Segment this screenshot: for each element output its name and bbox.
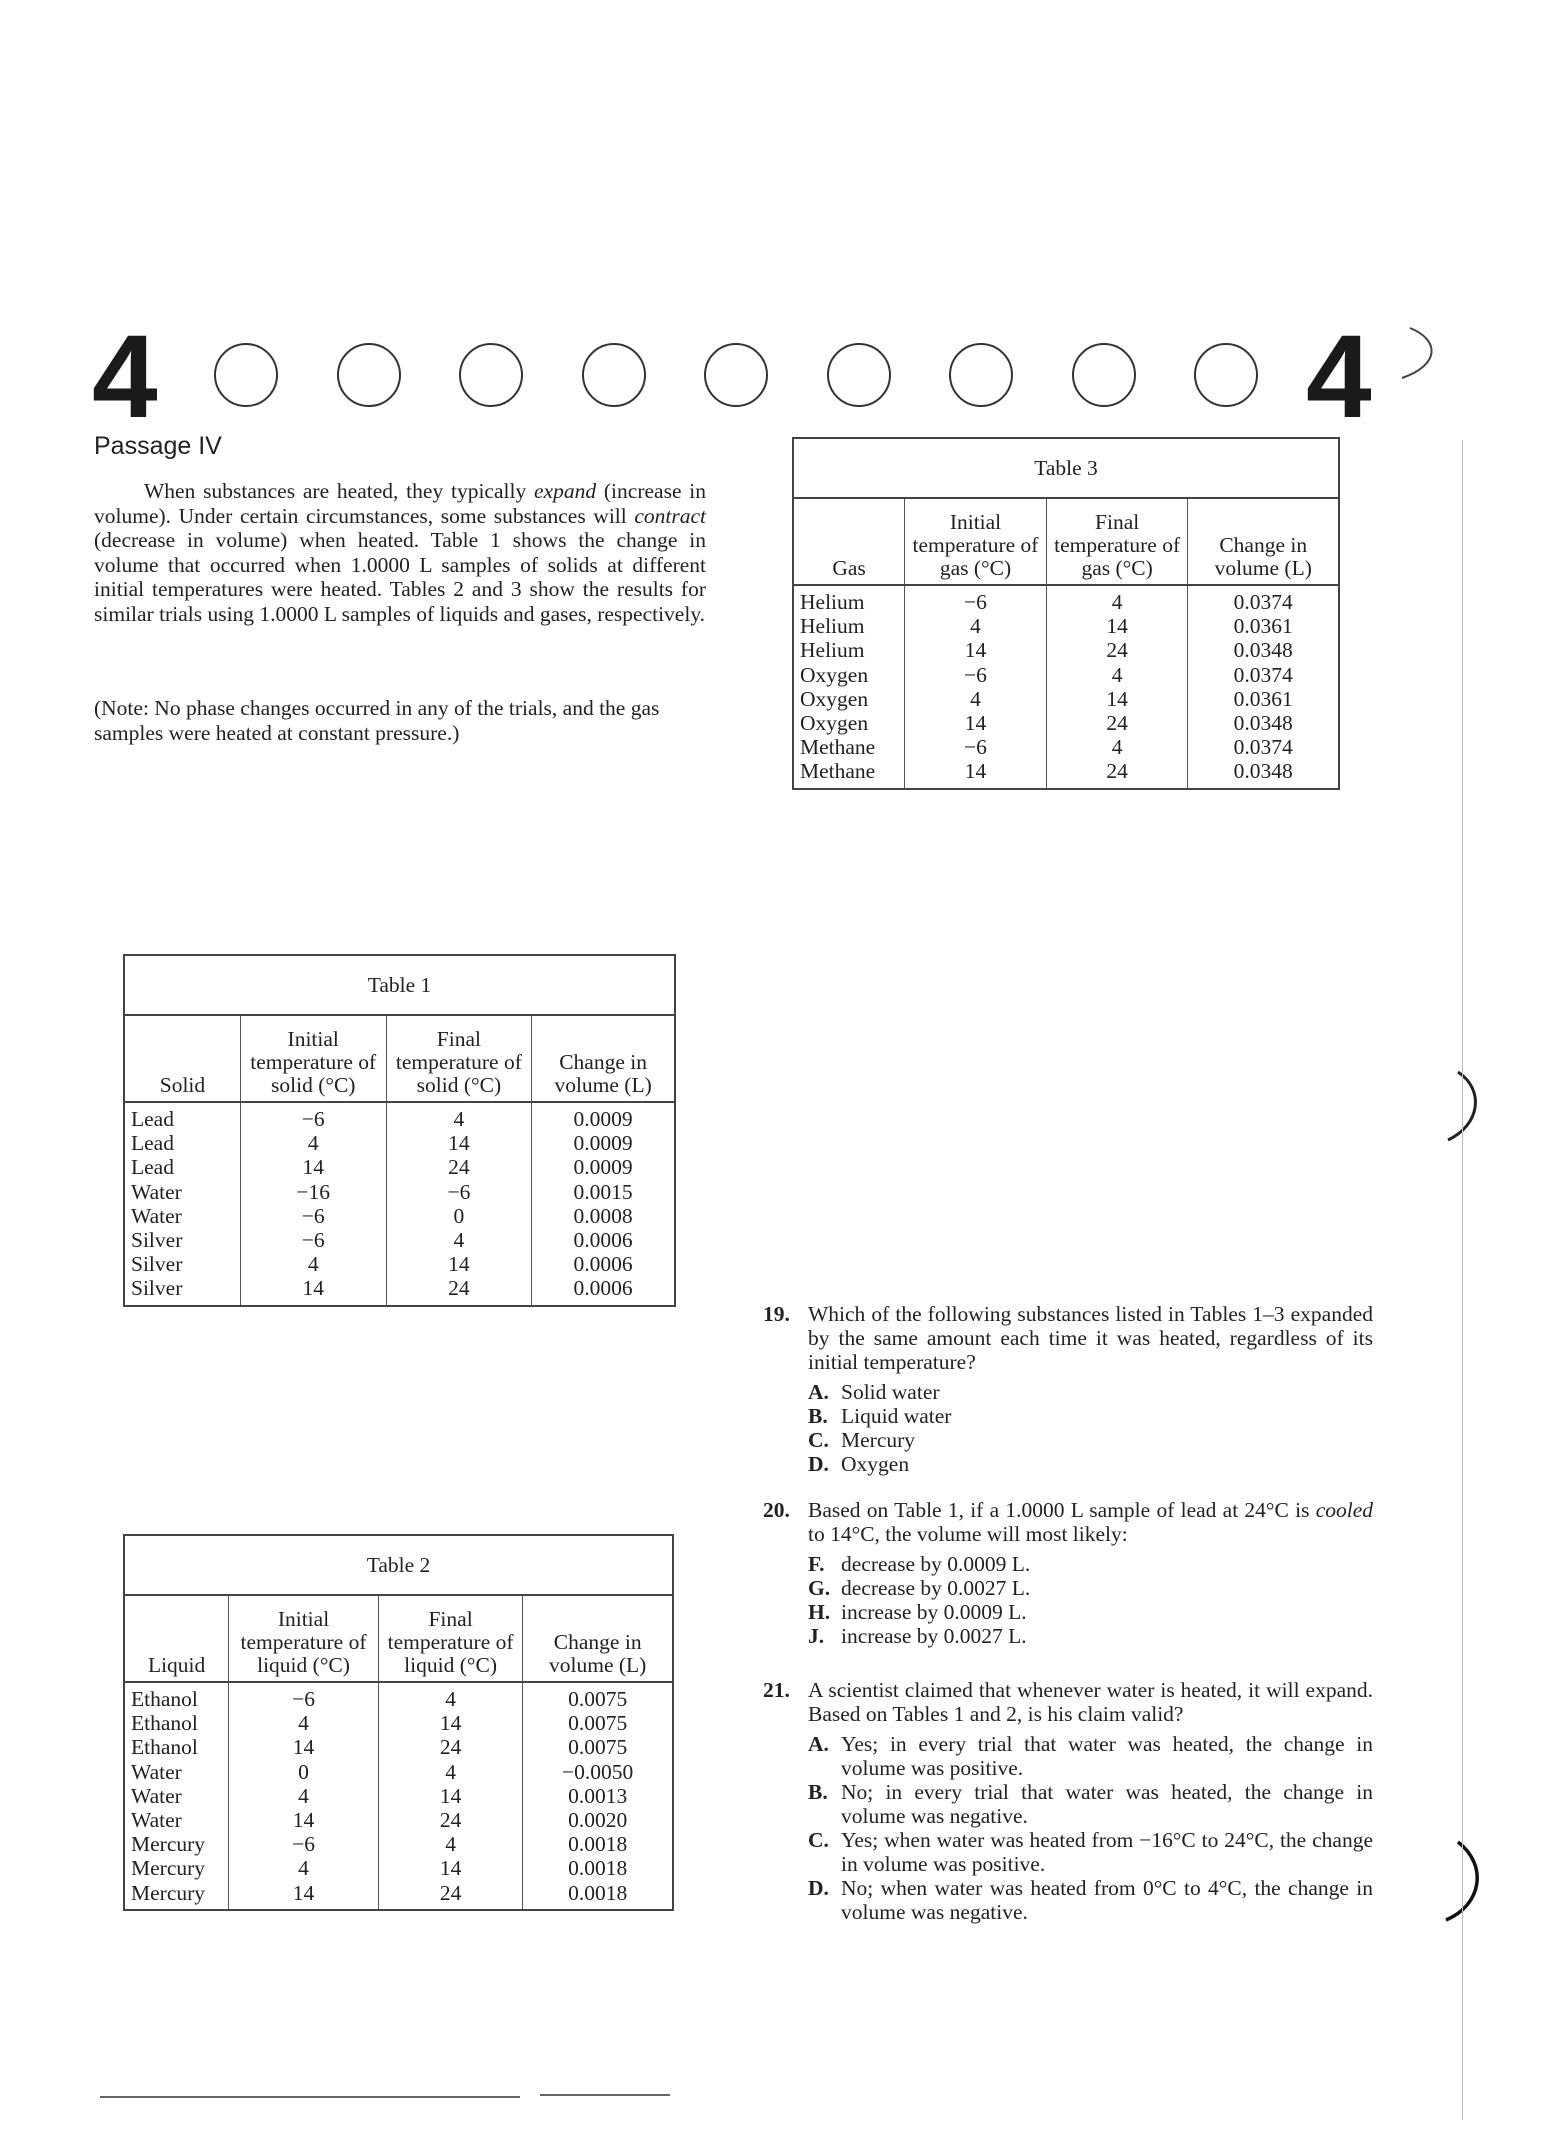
table-caption: Table 3 xyxy=(793,438,1339,498)
option-text: No; when water was heated from 0°C to 4°C, the change in volume was negative. xyxy=(841,1876,1373,1924)
option-letter: D. xyxy=(808,1452,829,1476)
table-cell: 14 xyxy=(386,1131,532,1155)
text-run: A scientist claimed that whenever water is heated, it will expand. Based on Tables 1 and 2, is his claim valid? xyxy=(808,1678,1373,1726)
table-row xyxy=(124,1204,675,1228)
answer-option[interactable] xyxy=(808,1624,1373,1648)
table-cell: 14 xyxy=(905,711,1047,735)
option-text: decrease by 0.0027 L. xyxy=(841,1576,1031,1600)
table-cell: 0 xyxy=(229,1760,379,1784)
question-number: 20. xyxy=(763,1498,790,1522)
table-1 xyxy=(123,954,676,1307)
answer-option[interactable] xyxy=(808,1732,1373,1780)
italic-term: cooled xyxy=(1315,1498,1373,1522)
table-cell: 0.0361 xyxy=(1188,687,1339,711)
table-cell: 0.0374 xyxy=(1188,585,1339,614)
table-cell: 0.0009 xyxy=(532,1102,675,1131)
option-letter: H. xyxy=(808,1600,831,1624)
question-stem xyxy=(808,1498,1373,1546)
table-cell: Ethanol xyxy=(124,1735,229,1759)
option-letter: A. xyxy=(808,1380,829,1404)
table-cell: 14 xyxy=(1046,614,1188,638)
table-cell: 0.0361 xyxy=(1188,614,1339,638)
table-caption: Table 2 xyxy=(124,1535,673,1595)
column-header: Liquid xyxy=(124,1595,229,1682)
table-row xyxy=(124,1276,675,1305)
table-row xyxy=(793,711,1339,735)
italic-term: expand xyxy=(534,479,597,503)
table-cell: 14 xyxy=(378,1711,523,1735)
table-row xyxy=(793,585,1339,614)
option-text: decrease by 0.0009 L. xyxy=(841,1552,1031,1576)
table-cell: 4 xyxy=(378,1832,523,1856)
table-row xyxy=(793,759,1339,788)
table-cell: 14 xyxy=(240,1276,386,1305)
table-cell: Methane xyxy=(793,759,905,788)
table-cell: 0.0006 xyxy=(532,1252,675,1276)
option-letter: C. xyxy=(808,1428,829,1452)
table-cell: 0.0374 xyxy=(1188,735,1339,759)
option-text: Mercury xyxy=(841,1428,916,1452)
table-cell: Helium xyxy=(793,585,905,614)
option-letter: D. xyxy=(808,1876,829,1900)
option-letter: G. xyxy=(808,1576,831,1600)
column-header: Solid xyxy=(124,1015,240,1102)
table-cell: 0.0015 xyxy=(532,1180,675,1204)
text-run: (increase in volume). Under certain circumstances, some substances will xyxy=(94,479,706,528)
table-row xyxy=(124,1881,673,1910)
table-cell: 4 xyxy=(229,1784,379,1808)
answer-options xyxy=(763,1732,1373,1924)
table-cell: 0.0348 xyxy=(1188,759,1339,788)
table-cell: Ethanol xyxy=(124,1711,229,1735)
table-cell: 24 xyxy=(1046,711,1188,735)
column-header: Initial temperature of liquid (°C) xyxy=(229,1595,379,1682)
table-cell: 4 xyxy=(240,1252,386,1276)
header-circle-icon xyxy=(1072,343,1136,407)
table-cell: 14 xyxy=(229,1735,379,1759)
column-header: Final temperature of liquid (°C) xyxy=(378,1595,523,1682)
table-cell: Helium xyxy=(793,614,905,638)
table-row xyxy=(793,687,1339,711)
column-header: Change in volume (L) xyxy=(523,1595,673,1682)
answer-option[interactable] xyxy=(808,1404,1373,1428)
table-cell: 0.0006 xyxy=(532,1228,675,1252)
table-cell: 24 xyxy=(386,1276,532,1305)
table-cell: Lead xyxy=(124,1155,240,1179)
table-cell: 4 xyxy=(240,1131,386,1155)
table-cell: −16 xyxy=(240,1180,386,1204)
table-cell: Silver xyxy=(124,1276,240,1305)
table-cell: 4 xyxy=(1046,663,1188,687)
table-row xyxy=(124,1180,675,1204)
table-cell: Water xyxy=(124,1784,229,1808)
table-cell: Helium xyxy=(793,638,905,662)
table-cell: 0.0009 xyxy=(532,1131,675,1155)
table-cell: Mercury xyxy=(124,1856,229,1880)
table-row xyxy=(124,1711,673,1735)
table-cell: 0.0348 xyxy=(1188,638,1339,662)
column-header: Final temperature of gas (°C) xyxy=(1046,498,1188,585)
passage-text xyxy=(94,479,706,626)
table-row xyxy=(124,1832,673,1856)
table-cell: 0 xyxy=(386,1204,532,1228)
table-cell: 24 xyxy=(378,1735,523,1759)
answer-option[interactable] xyxy=(808,1600,1373,1624)
table-cell: 24 xyxy=(1046,638,1188,662)
answer-option[interactable] xyxy=(808,1828,1373,1876)
question-number: 19. xyxy=(763,1302,790,1326)
option-text: Oxygen xyxy=(841,1452,910,1476)
question-stem xyxy=(808,1302,1373,1374)
table-cell: 0.0348 xyxy=(1188,711,1339,735)
table-cell: 14 xyxy=(229,1808,379,1832)
table-cell: 0.0018 xyxy=(523,1856,673,1880)
table-cell: Lead xyxy=(124,1102,240,1131)
table-cell: 0.0013 xyxy=(523,1784,673,1808)
option-text: No; in every trial that water was heated, the change in volume was negative. xyxy=(841,1780,1373,1828)
answer-option[interactable] xyxy=(808,1552,1373,1576)
text-run: to 14°C, the volume will most likely: xyxy=(808,1522,1128,1546)
column-header: Initial temperature of gas (°C) xyxy=(905,498,1047,585)
table-cell: 0.0006 xyxy=(532,1276,675,1305)
table-cell: Water xyxy=(124,1204,240,1228)
table-cell: −0.0050 xyxy=(523,1760,673,1784)
column-header: Change in volume (L) xyxy=(532,1015,675,1102)
binder-hole-top-icon xyxy=(1380,320,1460,390)
question-stem xyxy=(808,1678,1373,1726)
answer-option[interactable] xyxy=(808,1428,1373,1452)
table-cell: 0.0009 xyxy=(532,1155,675,1179)
table-cell: 4 xyxy=(1046,735,1188,759)
answer-option[interactable] xyxy=(808,1780,1373,1828)
header-circle-icon xyxy=(827,343,891,407)
table-cell: −6 xyxy=(229,1682,379,1711)
column-header: Change in volume (L) xyxy=(1188,498,1339,585)
text-run: Which of the following substances listed in Tables 1–3 expanded by the same amount each time it was heated, regardless of its initial temperature? xyxy=(808,1302,1373,1374)
table-row xyxy=(124,1760,673,1784)
footer-rule-left xyxy=(100,2096,520,2098)
table-caption: Table 1 xyxy=(124,955,675,1015)
table-cell: −6 xyxy=(386,1180,532,1204)
table-row xyxy=(793,663,1339,687)
table-cell: 14 xyxy=(240,1155,386,1179)
question-20 xyxy=(763,1498,1373,1648)
column-header: Final temperature of solid (°C) xyxy=(386,1015,532,1102)
table-row xyxy=(124,1856,673,1880)
table-cell: Oxygen xyxy=(793,663,905,687)
question-21 xyxy=(763,1678,1373,1924)
table-row xyxy=(124,1131,675,1155)
question-number: 21. xyxy=(763,1678,790,1702)
table-cell: 0.0075 xyxy=(523,1682,673,1711)
table-cell: −6 xyxy=(905,585,1047,614)
option-text: increase by 0.0027 L. xyxy=(841,1624,1027,1648)
passage-note: (Note: No phase changes occurred in any of the trials, and the gas samples were heated at constant pressure.) xyxy=(94,696,660,745)
table-cell: Oxygen xyxy=(793,711,905,735)
header-circle-icon xyxy=(949,343,1013,407)
table-cell: Ethanol xyxy=(124,1682,229,1711)
table-row xyxy=(124,1808,673,1832)
answer-options xyxy=(763,1380,1373,1476)
binder-hole-bottom-icon xyxy=(1440,1830,1500,1930)
table-cell: 4 xyxy=(905,687,1047,711)
header-circle-icon xyxy=(582,343,646,407)
binder-hole-middle-icon xyxy=(1440,1060,1500,1150)
table-cell: Mercury xyxy=(124,1832,229,1856)
table-cell: 0.0075 xyxy=(523,1735,673,1759)
table-cell: 4 xyxy=(1046,585,1188,614)
table-cell: 0.0374 xyxy=(1188,663,1339,687)
table-cell: 24 xyxy=(378,1881,523,1910)
option-text: Yes; in every trial that water was heated, the change in volume was positive. xyxy=(841,1732,1373,1780)
option-letter: F. xyxy=(808,1552,825,1576)
table-cell: Oxygen xyxy=(793,687,905,711)
text-run: (decrease in volume) when heated. Table 1 shows the change in volume that occurred when 1.0000 L samples of solids at different initial temperatures were heated. Tables 2 and 3 show the results for similar trials using 1.0000 L samples of liquids and gases, respectively. xyxy=(94,528,706,626)
table-2 xyxy=(123,1534,674,1911)
table-cell: 24 xyxy=(378,1808,523,1832)
answer-option[interactable] xyxy=(808,1452,1373,1476)
table-cell: −6 xyxy=(905,735,1047,759)
table-cell: 0.0008 xyxy=(532,1204,675,1228)
answer-option[interactable] xyxy=(808,1576,1373,1600)
option-text: Liquid water xyxy=(841,1404,952,1428)
table-row xyxy=(124,1735,673,1759)
passage-title: Passage IV xyxy=(94,432,222,460)
table-cell: Silver xyxy=(124,1252,240,1276)
passage-paragraph xyxy=(94,479,706,626)
footer-rule-mid xyxy=(540,2094,670,2096)
table-cell: Mercury xyxy=(124,1881,229,1910)
option-letter: C. xyxy=(808,1828,829,1852)
table-row xyxy=(124,1252,675,1276)
table-cell: 24 xyxy=(1046,759,1188,788)
table-row xyxy=(124,1784,673,1808)
section-number-left: 4 xyxy=(92,311,158,443)
table-cell: −6 xyxy=(905,663,1047,687)
table-row xyxy=(793,735,1339,759)
text-run: Based on Table 1, if a 1.0000 L sample of lead at 24°C is xyxy=(808,1498,1316,1522)
table-cell: 4 xyxy=(378,1760,523,1784)
option-letter: A. xyxy=(808,1732,829,1756)
option-text: Yes; when water was heated from −16°C to 24°C, the change in volume was positive. xyxy=(841,1828,1373,1876)
table-cell: 0.0018 xyxy=(523,1881,673,1910)
table-cell: Lead xyxy=(124,1131,240,1155)
table-cell: Water xyxy=(124,1808,229,1832)
question-19 xyxy=(763,1302,1373,1476)
table-3 xyxy=(792,437,1340,790)
table-cell: −6 xyxy=(229,1832,379,1856)
table-cell: Silver xyxy=(124,1228,240,1252)
table-cell: 4 xyxy=(229,1856,379,1880)
answer-option[interactable] xyxy=(808,1876,1373,1924)
table-cell: 14 xyxy=(386,1252,532,1276)
column-header: Gas xyxy=(793,498,905,585)
page-edge-line xyxy=(1462,440,1463,2120)
table-cell: 14 xyxy=(229,1881,379,1910)
option-text: Solid water xyxy=(841,1380,940,1404)
option-letter: J. xyxy=(808,1624,825,1648)
table-cell: 24 xyxy=(386,1155,532,1179)
section-number-right: 4 xyxy=(1306,311,1372,443)
italic-term: contract xyxy=(634,503,706,528)
table-cell: Water xyxy=(124,1180,240,1204)
header-circle-icon xyxy=(214,343,278,407)
option-text: increase by 0.0009 L. xyxy=(841,1600,1027,1624)
table-cell: 0.0075 xyxy=(523,1711,673,1735)
table-cell: Water xyxy=(124,1760,229,1784)
header-circle-icon xyxy=(1194,343,1258,407)
table-cell: 4 xyxy=(378,1682,523,1711)
answer-options xyxy=(763,1552,1373,1648)
table-cell: 4 xyxy=(905,614,1047,638)
column-header: Initial temperature of solid (°C) xyxy=(240,1015,386,1102)
header-circle-icon xyxy=(704,343,768,407)
table-cell: Methane xyxy=(793,735,905,759)
table-row xyxy=(793,638,1339,662)
table-cell: 14 xyxy=(378,1856,523,1880)
header-circle-icon xyxy=(337,343,401,407)
table-cell: 4 xyxy=(229,1711,379,1735)
table-cell: 14 xyxy=(905,638,1047,662)
table-row xyxy=(793,614,1339,638)
table-cell: 4 xyxy=(386,1228,532,1252)
header-circle-icon xyxy=(459,343,523,407)
table-cell: 4 xyxy=(386,1102,532,1131)
table-cell: 0.0018 xyxy=(523,1832,673,1856)
option-letter: B. xyxy=(808,1780,828,1804)
table-row xyxy=(124,1102,675,1131)
table-cell: 14 xyxy=(905,759,1047,788)
table-cell: −6 xyxy=(240,1228,386,1252)
table-cell: 14 xyxy=(1046,687,1188,711)
text-run: When substances are heated, they typically xyxy=(144,479,535,503)
table-cell: 14 xyxy=(378,1784,523,1808)
table-row xyxy=(124,1155,675,1179)
option-letter: B. xyxy=(808,1404,828,1428)
table-cell: −6 xyxy=(240,1204,386,1228)
table-row xyxy=(124,1682,673,1711)
table-cell: 0.0020 xyxy=(523,1808,673,1832)
table-row xyxy=(124,1228,675,1252)
table-cell: −6 xyxy=(240,1102,386,1131)
answer-option[interactable] xyxy=(808,1380,1373,1404)
